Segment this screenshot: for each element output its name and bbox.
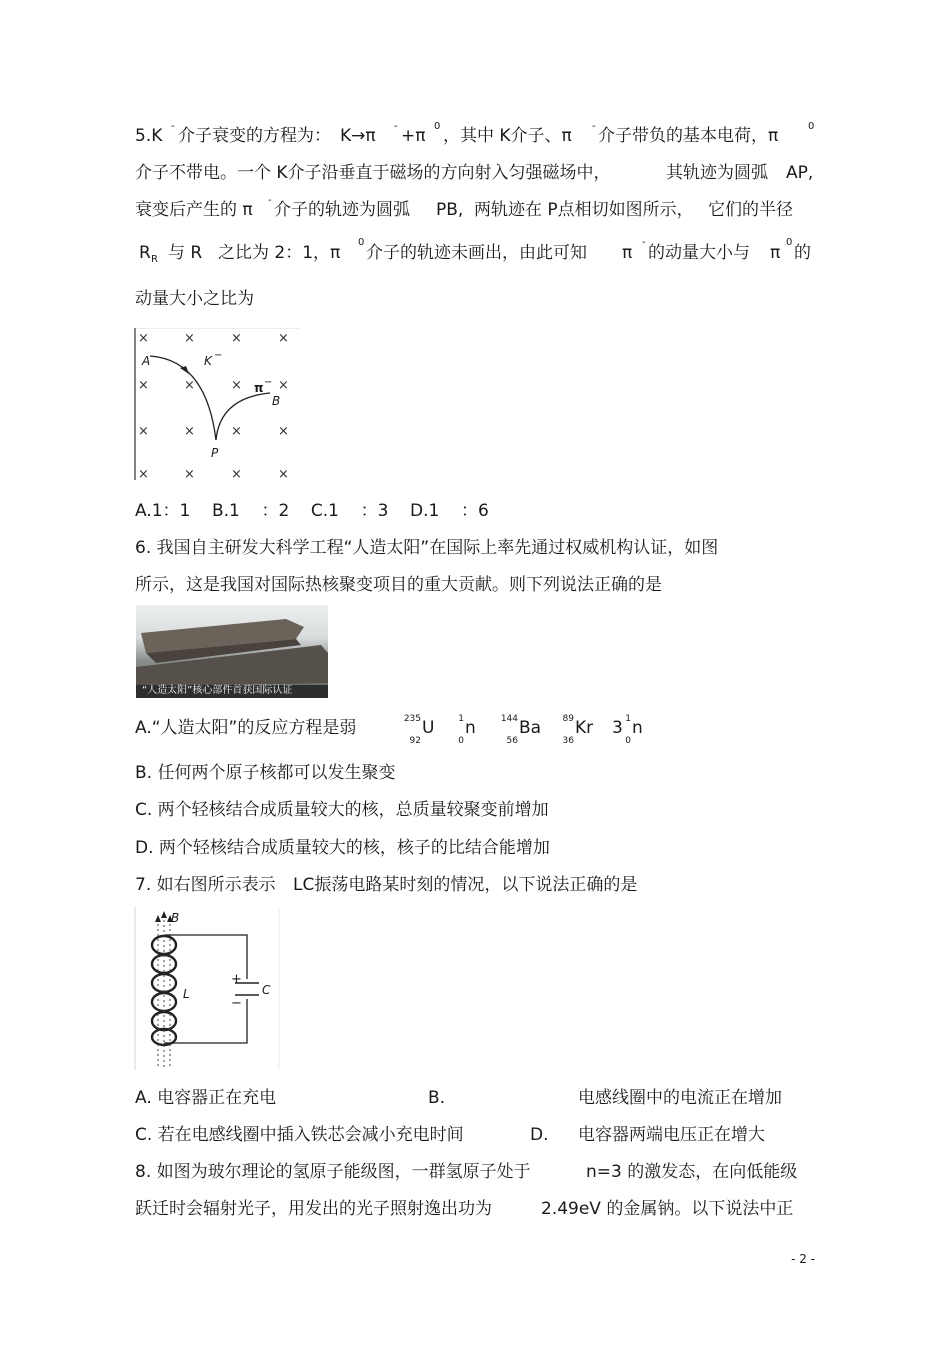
svg-text:×: × (184, 378, 195, 393)
q5-text: ，其中 K介子、π (443, 126, 572, 146)
element-symbol: U (422, 718, 435, 738)
q6-option-b: B. 任何两个原子核都可以发生聚变 (135, 763, 396, 783)
mass-number: 235 (403, 714, 421, 724)
q7-option-b-label: B. (428, 1088, 446, 1108)
atomic-number: 0 (625, 736, 631, 746)
nuclide-neutron (458, 714, 476, 746)
q8-text: 8. 如图为玻尔理论的氢原子能级图，一群氢原子处于 (135, 1162, 531, 1182)
q5-text: 其轨迹为圆弧 (666, 163, 768, 183)
element-symbol: n (465, 718, 476, 738)
label-plus: + (231, 972, 242, 987)
atomic-number: 92 (409, 736, 421, 746)
q6-optA-text: A.“人造太阳”的反应方程是弱 (135, 718, 357, 738)
nuclide-uranium (403, 714, 435, 746)
q5-sup: - (642, 237, 646, 248)
photo-caption: “人造太阳”核心部件首获国际认证 (142, 685, 293, 696)
q7-option-a: A. 电容器正在充电 (135, 1088, 277, 1108)
pion-trajectory-PB (216, 393, 270, 440)
svg-text:×: × (278, 467, 289, 480)
q5-sup: 0 (434, 121, 441, 132)
q5-line5: 动量大小之比为 (135, 289, 254, 309)
mass-number: 1 (458, 714, 464, 724)
q7-text: LC振荡电路某时刻的情况，以下说法正确的是 (293, 875, 638, 895)
q7-text: 7. 如右图所示表示 (135, 875, 276, 895)
q5-text: R (139, 243, 151, 263)
label-B: B (171, 911, 180, 925)
lc-circuit-diagram (134, 907, 280, 1070)
svg-text:×: × (231, 424, 242, 439)
q5-text: PB, (436, 200, 464, 220)
q6-option-d: D. 两个轻核结合成质量较大的核，核子的比结合能增加 (135, 838, 550, 858)
q8-text: n=3 的激发态，在向低能级 (586, 1162, 798, 1182)
q5-text: K→π (340, 126, 376, 146)
q5-text: 衰变后产生的 π (135, 200, 253, 220)
page-number: - 2 - (791, 1252, 815, 1266)
mass-number: 1 (625, 714, 631, 724)
q5-text: AP, (786, 163, 814, 183)
q5-sup: 0 (808, 121, 815, 132)
svg-text:×: × (138, 378, 149, 393)
q5-figure (134, 328, 300, 480)
q6-line1: 6. 我国自主研发大科学工程“人造太阳”在国际上率先通过权威机构认证，如图 (135, 538, 719, 558)
svg-text:×: × (278, 378, 289, 393)
q5-options: A.1：1 B.1 ：2 C.1 ：3 D.1 ：6 (135, 501, 489, 521)
atomic-number: 36 (562, 736, 574, 746)
q5-text: 介子的轨迹未画出，由此可知 (366, 243, 587, 263)
q7-option-b: 电感线圈中的电流正在增加 (578, 1088, 782, 1108)
svg-text:×: × (138, 467, 149, 480)
svg-text:×: × (184, 331, 195, 346)
svg-text:×: × (278, 331, 289, 346)
svg-text:×: × (231, 331, 242, 346)
label-B: B (272, 394, 281, 408)
svg-text:×: × (278, 424, 289, 439)
q5-sup: - (268, 195, 272, 206)
nuclide-krypton (562, 714, 594, 746)
svg-text:×: × (231, 378, 242, 393)
q6-line2: 所示，这是我国对国际热核聚变项目的重大贡献。则下列说法正确的是 (135, 575, 662, 595)
q7-option-d-label: D. (530, 1125, 549, 1145)
q5-text: 5.K (135, 126, 163, 146)
q7-option-d: 电容器两端电压正在增大 (578, 1125, 765, 1145)
label-pi: π (254, 381, 264, 395)
q5-text: 它们的半径 (708, 200, 793, 220)
q5-sub: R (151, 254, 158, 265)
element-symbol: n (632, 718, 643, 738)
svg-text:×: × (184, 467, 195, 480)
label-K: K (204, 354, 212, 368)
q5-text: 介子衰变的方程为： (178, 126, 331, 146)
nuclide-neutron (625, 714, 643, 746)
q7-figure (134, 907, 280, 1070)
atomic-number: 0 (458, 736, 464, 746)
q5-sup: - (171, 121, 175, 132)
q5-text: 介子的轨迹为圆弧 (274, 200, 410, 220)
q5-sup: - (592, 121, 596, 132)
q8-text: 2.49eV 的金属钠。以下说法中正 (541, 1199, 794, 1219)
element-symbol: Ba (519, 718, 542, 738)
nuclide-barium (500, 714, 542, 746)
q5-text: 的动量大小与 (648, 243, 750, 263)
q5-text: 之比为 2：1，π (218, 243, 341, 263)
svg-text:×: × (231, 467, 242, 480)
mass-number: 89 (562, 714, 574, 724)
q7-option-c: C. 若在电感线圈中插入铁芯会减小充电时间 (135, 1125, 464, 1145)
q6-option-c: C. 两个轻核结合成质量较大的核，总质量较聚变前增加 (135, 800, 549, 820)
element-symbol: Kr (575, 718, 594, 738)
svg-text:×: × (138, 331, 149, 346)
q8-text: 跃迁时会辐射光子，用发出的光子照射逸出功为 (135, 1199, 492, 1219)
neutron-coefficient: 3 (612, 718, 623, 738)
atomic-number: 56 (506, 736, 518, 746)
q5-text: 两轨迹在 P点相切如图所示， (474, 200, 694, 220)
q5-text: 的 (794, 243, 811, 263)
q5-text: 介子带负的基本电荷，π (598, 126, 779, 146)
q5-text: +π (401, 126, 426, 146)
q5-text: 介子不带电。一个 K介子沿垂直于磁场的方向射入匀强磁场中， (135, 163, 611, 183)
q5-text: 与 R (168, 243, 203, 263)
q5-text: π (622, 243, 633, 263)
q6-photo (136, 605, 328, 698)
q5-text: π (770, 243, 781, 263)
label-L: L (183, 987, 190, 1001)
label-A: A (142, 354, 151, 368)
svg-text:×: × (184, 424, 195, 439)
q5-sup: - (394, 121, 398, 132)
q5-sup: 0 (786, 237, 793, 248)
label-K-sup: − (214, 350, 223, 361)
label-P: P (211, 446, 219, 460)
q5-sup: 0 (358, 237, 365, 248)
label-minus: − (231, 996, 242, 1011)
svg-text:×: × (138, 424, 149, 439)
label-pi-sup: − (264, 377, 273, 388)
mass-number: 144 (500, 714, 518, 724)
label-C: C (262, 983, 271, 997)
